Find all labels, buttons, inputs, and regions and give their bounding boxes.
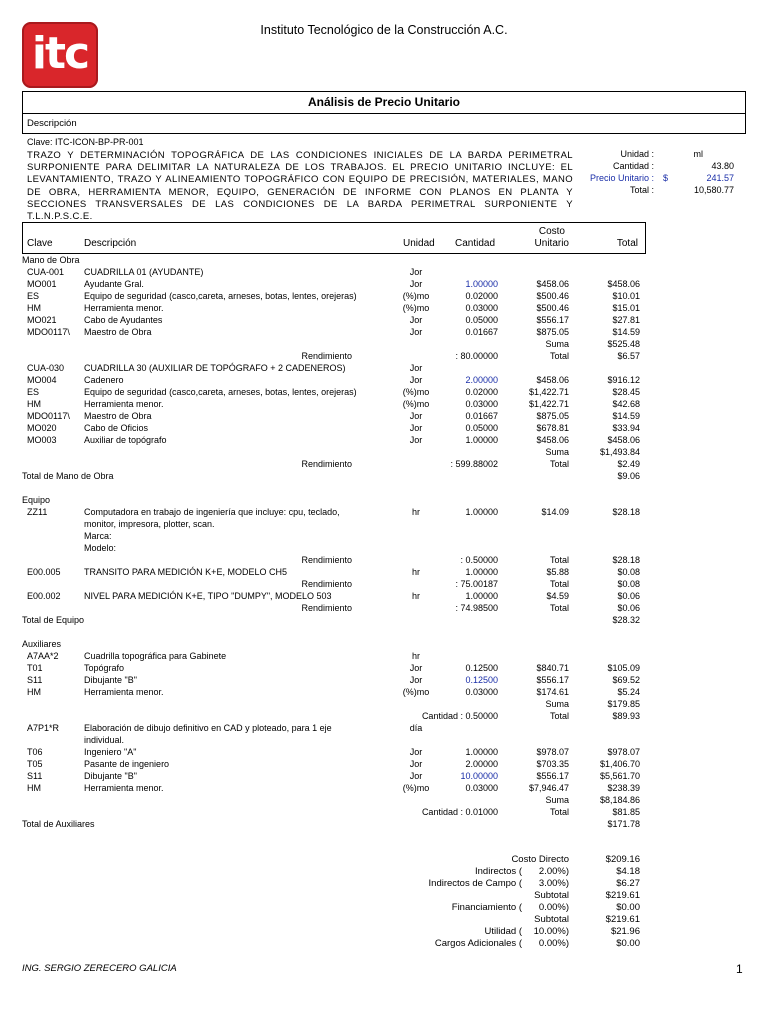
description-cell: Auxiliar de topógrafo xyxy=(84,435,167,445)
description-cell: Equipo de seguridad (casco,careta, arneses, botas, lentes, orejeras) xyxy=(84,291,357,301)
description-cell: TRANSITO PARA MEDICIÓN K+E, MODELO CH5 xyxy=(84,567,287,577)
total-cell: $525.48 xyxy=(607,339,640,349)
clave-cell: A7AA*2 xyxy=(27,651,59,661)
unit-cell: Jor xyxy=(409,267,423,277)
cantidad-value: 43.80 xyxy=(711,161,734,171)
unit-cost-cell: $500.46 xyxy=(536,303,569,313)
total-summary-row xyxy=(0,890,768,902)
table-row xyxy=(0,507,768,519)
total-cell: $89.93 xyxy=(612,711,640,721)
clave-cell: MO021 xyxy=(27,315,57,325)
institution-name: Instituto Tecnológico de la Construcción A.C. xyxy=(260,23,508,37)
quantity-cell: : 74.98500 xyxy=(455,603,498,613)
table-row xyxy=(0,555,768,567)
clave-cell: E00.002 xyxy=(27,591,61,601)
unit-cell: Jor xyxy=(409,747,423,757)
summary-value: $219.61 xyxy=(605,914,640,925)
colhdr-right xyxy=(645,222,646,254)
description-line: LEVANTAMIENTO, TRAZO Y ALINEAMIENTO TOPOGRÁFICO CON EQUIPO DE PRECISIÓN, MATERIALES, MANO xyxy=(27,174,573,186)
itc-logo xyxy=(22,22,98,88)
table-row xyxy=(0,783,768,795)
unit-cell: (%)mo xyxy=(402,303,430,313)
quantity-cell: : 0.50000 xyxy=(460,555,498,565)
quantity-cell: 2.00000 xyxy=(465,759,498,769)
total-cell: $1,406.70 xyxy=(599,759,640,769)
col-clave: Clave xyxy=(27,238,53,249)
unit-cell: Jor xyxy=(409,279,423,289)
total-cell: $171.78 xyxy=(607,819,640,829)
summary-label: Costo Directo xyxy=(511,854,569,865)
table-row xyxy=(0,795,768,807)
total-cell: $28.18 xyxy=(612,507,640,517)
total-summary-row xyxy=(0,866,768,878)
unit-cost-cell: $875.05 xyxy=(536,327,569,337)
table-row xyxy=(0,711,768,723)
unit-cost-cell: Total xyxy=(549,807,569,817)
table-row xyxy=(0,327,768,339)
total-cell: $8,184.86 xyxy=(599,795,640,805)
summary-label: Cargos Adicionales ( xyxy=(434,938,522,949)
unit-cost-cell: $840.71 xyxy=(536,663,569,673)
unit-cost-cell: Total xyxy=(549,711,569,721)
description-cell: Ayudante Gral. xyxy=(84,279,144,289)
description-cell: Modelo: xyxy=(84,543,117,553)
table-row xyxy=(0,807,768,819)
clave-cell: MO020 xyxy=(27,423,57,433)
summary-label: Utilidad ( xyxy=(484,926,522,937)
table-row xyxy=(0,423,768,435)
clave-cell: E00.005 xyxy=(27,567,61,577)
unit-cell: (%)mo xyxy=(402,387,430,397)
summary-value: $4.18 xyxy=(616,866,640,877)
description-cell: Dibujante "B" xyxy=(84,675,137,685)
clave-cell: HM xyxy=(27,399,41,409)
total-cell: $6.57 xyxy=(617,351,640,361)
total-cell: $0.08 xyxy=(617,567,640,577)
total-cell: $10.01 xyxy=(612,291,640,301)
unit-cell: Jor xyxy=(409,363,423,373)
table-row xyxy=(0,435,768,447)
description-cell: NIVEL PARA MEDICIÓN K+E, TIPO "DUMPY", MODELO 503 xyxy=(84,591,332,601)
quantity-cell: 2.00000 xyxy=(465,375,498,385)
total-summary-row xyxy=(0,902,768,914)
title-box-bottom xyxy=(22,133,746,134)
quantity-cell: : 80.00000 xyxy=(455,351,498,361)
rendimiento-label: Rendimiento xyxy=(301,459,352,469)
table-row xyxy=(0,735,768,747)
description-line: T.L.N.P.S.C.E. xyxy=(27,211,93,222)
unit-cost-cell: $458.06 xyxy=(536,435,569,445)
description-cell: individual. xyxy=(84,735,125,745)
quantity-cell: 1.00000 xyxy=(465,435,498,445)
total-cell: $1,493.84 xyxy=(599,447,640,457)
table-row xyxy=(0,651,768,663)
quantity-cell: 0.03000 xyxy=(465,303,498,313)
quantity-cell: 1.00000 xyxy=(465,507,498,517)
clave-cell: Auxiliares xyxy=(22,639,62,649)
total-value: 10,580.77 xyxy=(693,185,734,195)
total-cell: $105.09 xyxy=(607,663,640,673)
clave-cell: Equipo xyxy=(22,495,51,505)
unit-cell: Jor xyxy=(409,759,423,769)
clave-cell: A7P1*R xyxy=(27,723,60,733)
description-line: DE OBRA, HERRAMIENTA MENOR, EQUIPO, GENERACIÓN DE INFORME CON PLANOS EN PLANTA Y xyxy=(27,186,573,198)
quantity-cell: 1.00000 xyxy=(465,279,498,289)
description-cell: monitor, impresora, plotter, scan. xyxy=(84,519,215,529)
description-cell: Cuadrilla topográfica para Gabinete xyxy=(84,651,227,661)
unit-cost-cell: $556.17 xyxy=(536,771,569,781)
rendimiento-label: Rendimiento xyxy=(301,555,352,565)
total-cell: $28.18 xyxy=(612,555,640,565)
clave-cell: T01 xyxy=(27,663,43,673)
unit-cost-cell: $1,422.71 xyxy=(528,387,569,397)
unit-cost-cell: $556.17 xyxy=(536,315,569,325)
summary-percent: 3.00%) xyxy=(538,878,569,889)
description-line: SECCIONES TRANSVERSALES DE LAS CONDICIONES DE LA BARDA PERIMETRAL SURPONIENTE Y xyxy=(27,198,573,210)
cantidad-label: Cantidad : xyxy=(612,161,654,171)
quantity-cell: 0.02000 xyxy=(465,291,498,301)
clave-cell: MDO0117\ xyxy=(27,411,70,421)
summary-percent: 0.00%) xyxy=(538,938,569,949)
quantity-cell: 1.00000 xyxy=(465,591,498,601)
table-row xyxy=(0,267,768,279)
title-box-mid xyxy=(22,113,746,114)
unit-cost-cell: Total xyxy=(549,603,569,613)
total-cell: $458.06 xyxy=(607,279,640,289)
quantity-cell: : 75.00187 xyxy=(455,579,498,589)
table-row xyxy=(0,495,768,507)
quantity-cell: 1.00000 xyxy=(465,567,498,577)
unit-cost-cell: $678.81 xyxy=(536,423,569,433)
table-row xyxy=(0,363,768,375)
quantity-cell: 0.05000 xyxy=(465,315,498,325)
unit-cell: hr xyxy=(411,507,420,517)
total-cell: $81.85 xyxy=(612,807,640,817)
unit-cost-cell: Total xyxy=(549,555,569,565)
rendimiento-label: Rendimiento xyxy=(301,351,352,361)
unidad-label: Unidad : xyxy=(620,149,654,159)
table-row xyxy=(0,759,768,771)
total-cell: $42.68 xyxy=(612,399,640,409)
description-cell: Cadenero xyxy=(84,375,124,385)
description-cell: Elaboración de dibujo definitivo en CAD y ploteado, para 1 eje xyxy=(84,723,332,733)
colhdr-bottom xyxy=(22,253,646,254)
total-cell: $9.06 xyxy=(617,471,640,481)
precio-unitario-value: 241.57 xyxy=(706,173,734,183)
unit-cell: Jor xyxy=(409,663,423,673)
total-cell: $27.81 xyxy=(612,315,640,325)
unit-cost-cell: Suma xyxy=(545,795,569,805)
unidad-value: ml xyxy=(693,149,703,159)
description-cell: Dibujante "B" xyxy=(84,771,137,781)
description-cell: Computadora en trabajo de ingeniería que incluye: cpu, teclado, xyxy=(84,507,340,517)
description-cell: CUADRILLA 30 (AUXILIAR DE TOPÓGRAFO + 2 CADENEROS) xyxy=(84,363,346,373)
col-costo: Costo xyxy=(538,226,565,237)
quantity-cell: Cantidad : 0.50000 xyxy=(421,711,498,721)
table-row xyxy=(0,663,768,675)
total-cell: $2.49 xyxy=(617,459,640,469)
total-label: Total : xyxy=(629,185,654,195)
summary-value: $0.00 xyxy=(616,938,640,949)
summary-percent: 10.00%) xyxy=(533,926,569,937)
description-cell: Pasante de ingeniero xyxy=(84,759,170,769)
quantity-cell: : 599.88002 xyxy=(450,459,498,469)
description-cell: CUADRILLA 01 (AYUDANTE) xyxy=(84,267,204,277)
table-row xyxy=(0,279,768,291)
quantity-cell: 0.12500 xyxy=(465,663,498,673)
table-row xyxy=(0,339,768,351)
clave-cell: T05 xyxy=(27,759,43,769)
author-name: ING. SERGIO ZERECERO GALICIA xyxy=(22,963,177,974)
unit-cell: hr xyxy=(411,591,420,601)
unit-cell: Jor xyxy=(409,675,423,685)
precio-unitario-currency: $ xyxy=(663,173,669,183)
quantity-cell: Cantidad : 0.01000 xyxy=(421,807,498,817)
summary-percent: Subtotal xyxy=(534,890,569,901)
description-cell: Herramienta menor. xyxy=(84,399,164,409)
unit-cell: hr xyxy=(411,567,420,577)
document-title: Análisis de Precio Unitario xyxy=(307,95,461,109)
table-row xyxy=(0,351,768,363)
summary-label: Indirectos de Campo ( xyxy=(428,878,522,889)
unit-cell: Jor xyxy=(409,435,423,445)
total-summary-row xyxy=(0,938,768,950)
total-cell: $14.59 xyxy=(612,411,640,421)
summary-value: $209.16 xyxy=(605,854,640,865)
description-cell: Cabo de Oficios xyxy=(84,423,149,433)
description-cell: Herramienta menor. xyxy=(84,687,164,697)
total-cell: $5,561.70 xyxy=(599,771,640,781)
unit-cost-cell: Total xyxy=(549,351,569,361)
table-row xyxy=(0,291,768,303)
quantity-cell: 10.00000 xyxy=(460,771,498,781)
total-cell: $0.08 xyxy=(617,579,640,589)
table-row xyxy=(0,387,768,399)
table-row xyxy=(0,315,768,327)
clave-cell: ZZ11 xyxy=(27,507,48,517)
clave-cell: S11 xyxy=(27,675,43,685)
description-cell: Maestro de Obra xyxy=(84,411,152,421)
table-row xyxy=(0,603,768,615)
description-cell: Ingeniero "A" xyxy=(84,747,137,757)
table-row xyxy=(0,699,768,711)
clave-cell: HM xyxy=(27,687,41,697)
total-cell: $15.01 xyxy=(612,303,640,313)
clave-cell: MO004 xyxy=(27,375,57,385)
quantity-cell: 1.00000 xyxy=(465,747,498,757)
col-descripcion: Descripción xyxy=(84,238,137,249)
clave-cell: CUA-030 xyxy=(27,363,65,373)
unit-cell: día xyxy=(409,723,423,733)
table-row xyxy=(0,579,768,591)
unit-cell: Jor xyxy=(409,315,423,325)
clave-cell: S11 xyxy=(27,771,43,781)
quantity-cell: 0.03000 xyxy=(465,399,498,409)
description-cell: Maestro de Obra xyxy=(84,327,152,337)
total-cell: $238.39 xyxy=(607,783,640,793)
table-row xyxy=(0,567,768,579)
unit-cost-cell: $1,422.71 xyxy=(528,399,569,409)
unit-cost-cell: Suma xyxy=(545,699,569,709)
table-row xyxy=(0,639,768,651)
summary-percent: 2.00%) xyxy=(538,866,569,877)
table-row xyxy=(0,519,768,531)
col-unitario: Unitario xyxy=(534,238,569,249)
quantity-cell: 0.02000 xyxy=(465,387,498,397)
description-cell: Herramienta menor. xyxy=(84,303,164,313)
unit-cost-cell: $500.46 xyxy=(536,291,569,301)
rendimiento-label: Rendimiento xyxy=(301,603,352,613)
table-row xyxy=(0,687,768,699)
table-row xyxy=(0,531,768,543)
colhdr-top xyxy=(22,222,646,223)
table-row xyxy=(0,459,768,471)
unit-cell: hr xyxy=(411,651,420,661)
total-cell: $0.06 xyxy=(617,603,640,613)
unit-cell: Jor xyxy=(409,423,423,433)
section-total-label: Total de Mano de Obra xyxy=(22,471,114,481)
clave-cell: MO001 xyxy=(27,279,57,289)
table-row xyxy=(0,255,768,267)
unit-cost-cell: $875.05 xyxy=(536,411,569,421)
total-cell: $978.07 xyxy=(607,747,640,757)
description-label: Descripción xyxy=(27,118,77,129)
summary-label: Financiamiento ( xyxy=(451,902,522,913)
unit-cost-cell: $7,946.47 xyxy=(528,783,569,793)
unit-cell: (%)mo xyxy=(402,687,430,697)
quantity-cell: 0.12500 xyxy=(465,675,498,685)
clave-cell: MDO0117\ xyxy=(27,327,70,337)
table-row xyxy=(0,591,768,603)
table-row xyxy=(0,471,768,483)
total-cell: $179.85 xyxy=(607,699,640,709)
table-row xyxy=(0,399,768,411)
title-box-top xyxy=(22,91,746,92)
summary-percent: Subtotal xyxy=(534,914,569,925)
clave-line: Clave: ITC-ICON-BP-PR-001 xyxy=(27,137,144,147)
col-cantidad: Cantidad xyxy=(455,238,496,249)
rendimiento-label: Rendimiento xyxy=(301,579,352,589)
total-cell: $28.45 xyxy=(612,387,640,397)
clave-cell: HM xyxy=(27,303,41,313)
summary-percent: 0.00%) xyxy=(538,902,569,913)
table-row xyxy=(0,747,768,759)
quantity-cell: 0.01667 xyxy=(465,411,498,421)
unit-cell: Jor xyxy=(409,327,423,337)
quantity-cell: 0.03000 xyxy=(465,783,498,793)
total-cell: $0.06 xyxy=(617,591,640,601)
unit-cost-cell: $978.07 xyxy=(536,747,569,757)
unit-cost-cell: Suma xyxy=(545,339,569,349)
description-cell: Topógrafo xyxy=(84,663,125,673)
colhdr-left xyxy=(22,222,23,254)
summary-value: $219.61 xyxy=(605,890,640,901)
summary-label: Indirectos ( xyxy=(475,866,522,877)
precio-unitario-label: Precio Unitario : xyxy=(589,173,654,183)
total-summary-row xyxy=(0,926,768,938)
col-total: Total xyxy=(616,238,638,249)
quantity-cell: 0.03000 xyxy=(465,687,498,697)
table-row xyxy=(0,447,768,459)
quantity-cell: 0.05000 xyxy=(465,423,498,433)
total-cell: $28.32 xyxy=(612,615,640,625)
logo-text: itc xyxy=(31,28,89,79)
table-row xyxy=(0,543,768,555)
unit-cost-cell: Total xyxy=(549,579,569,589)
page-number: 1 xyxy=(736,962,743,976)
unit-cost-cell: $174.61 xyxy=(536,687,569,697)
unit-cell: (%)mo xyxy=(402,783,430,793)
total-cell: $5.24 xyxy=(617,687,640,697)
unit-cost-cell: Suma xyxy=(545,447,569,457)
summary-value: $0.00 xyxy=(616,902,640,913)
unit-cell: (%)mo xyxy=(402,291,430,301)
total-cell: $916.12 xyxy=(607,375,640,385)
description-cell: Cabo de Ayudantes xyxy=(84,315,163,325)
clave-cell: HM xyxy=(27,783,41,793)
description-line: TRAZO Y DETERMINACIÓN TOPOGRÁFICA DE LAS CONDICIONES INICIALES DE LA BARDA PERIMETRAL xyxy=(27,150,573,161)
unit-cost-cell: $458.06 xyxy=(536,279,569,289)
unit-cell: (%)mo xyxy=(402,399,430,409)
unit-cost-cell: $458.06 xyxy=(536,375,569,385)
description-line: SURPONIENTE PARA DELIMITAR LA NATURALEZA DE LOS TRABAJOS. EL PRECIO UNITARIO INCLUYE: EL xyxy=(27,162,573,174)
summary-value: $21.96 xyxy=(610,926,640,937)
description-cell: Herramienta menor. xyxy=(84,783,164,793)
section-total-label: Total de Auxiliares xyxy=(22,819,95,829)
unit-cost-cell: Total xyxy=(549,459,569,469)
total-summary-row xyxy=(0,878,768,890)
clave-cell: ES xyxy=(27,291,40,301)
section-total-label: Total de Equipo xyxy=(22,615,85,625)
table-row xyxy=(0,303,768,315)
unit-cell: Jor xyxy=(409,771,423,781)
unit-cost-cell: $5.88 xyxy=(546,567,569,577)
table-row xyxy=(0,723,768,735)
table-row xyxy=(0,411,768,423)
description-cell: Equipo de seguridad (casco,careta, arneses, botas, lentes, orejeras) xyxy=(84,387,357,397)
total-summary-row xyxy=(0,854,768,866)
unit-cost-cell: $4.59 xyxy=(546,591,569,601)
unit-cost-cell: $703.35 xyxy=(536,759,569,769)
table-row xyxy=(0,771,768,783)
unit-cell: Jor xyxy=(409,375,423,385)
total-summary-row xyxy=(0,914,768,926)
unit-cost-cell: $14.09 xyxy=(541,507,569,517)
table-row xyxy=(0,675,768,687)
clave-cell: ES xyxy=(27,387,40,397)
summary-value: $6.27 xyxy=(616,878,640,889)
unit-cell: Jor xyxy=(409,411,423,421)
table-row xyxy=(0,819,768,831)
col-unidad: Unidad xyxy=(403,238,435,249)
total-cell: $33.94 xyxy=(612,423,640,433)
description-cell: Marca: xyxy=(84,531,112,541)
clave-cell: T06 xyxy=(27,747,43,757)
quantity-cell: 0.01667 xyxy=(465,327,498,337)
total-cell: $14.59 xyxy=(612,327,640,337)
total-cell: $69.52 xyxy=(612,675,640,685)
table-row xyxy=(0,375,768,387)
clave-cell: CUA-001 xyxy=(27,267,65,277)
clave-cell: MO003 xyxy=(27,435,57,445)
clave-cell: Mano de Obra xyxy=(22,255,80,265)
total-cell: $458.06 xyxy=(607,435,640,445)
unit-cost-cell: $556.17 xyxy=(536,675,569,685)
table-row xyxy=(0,615,768,627)
